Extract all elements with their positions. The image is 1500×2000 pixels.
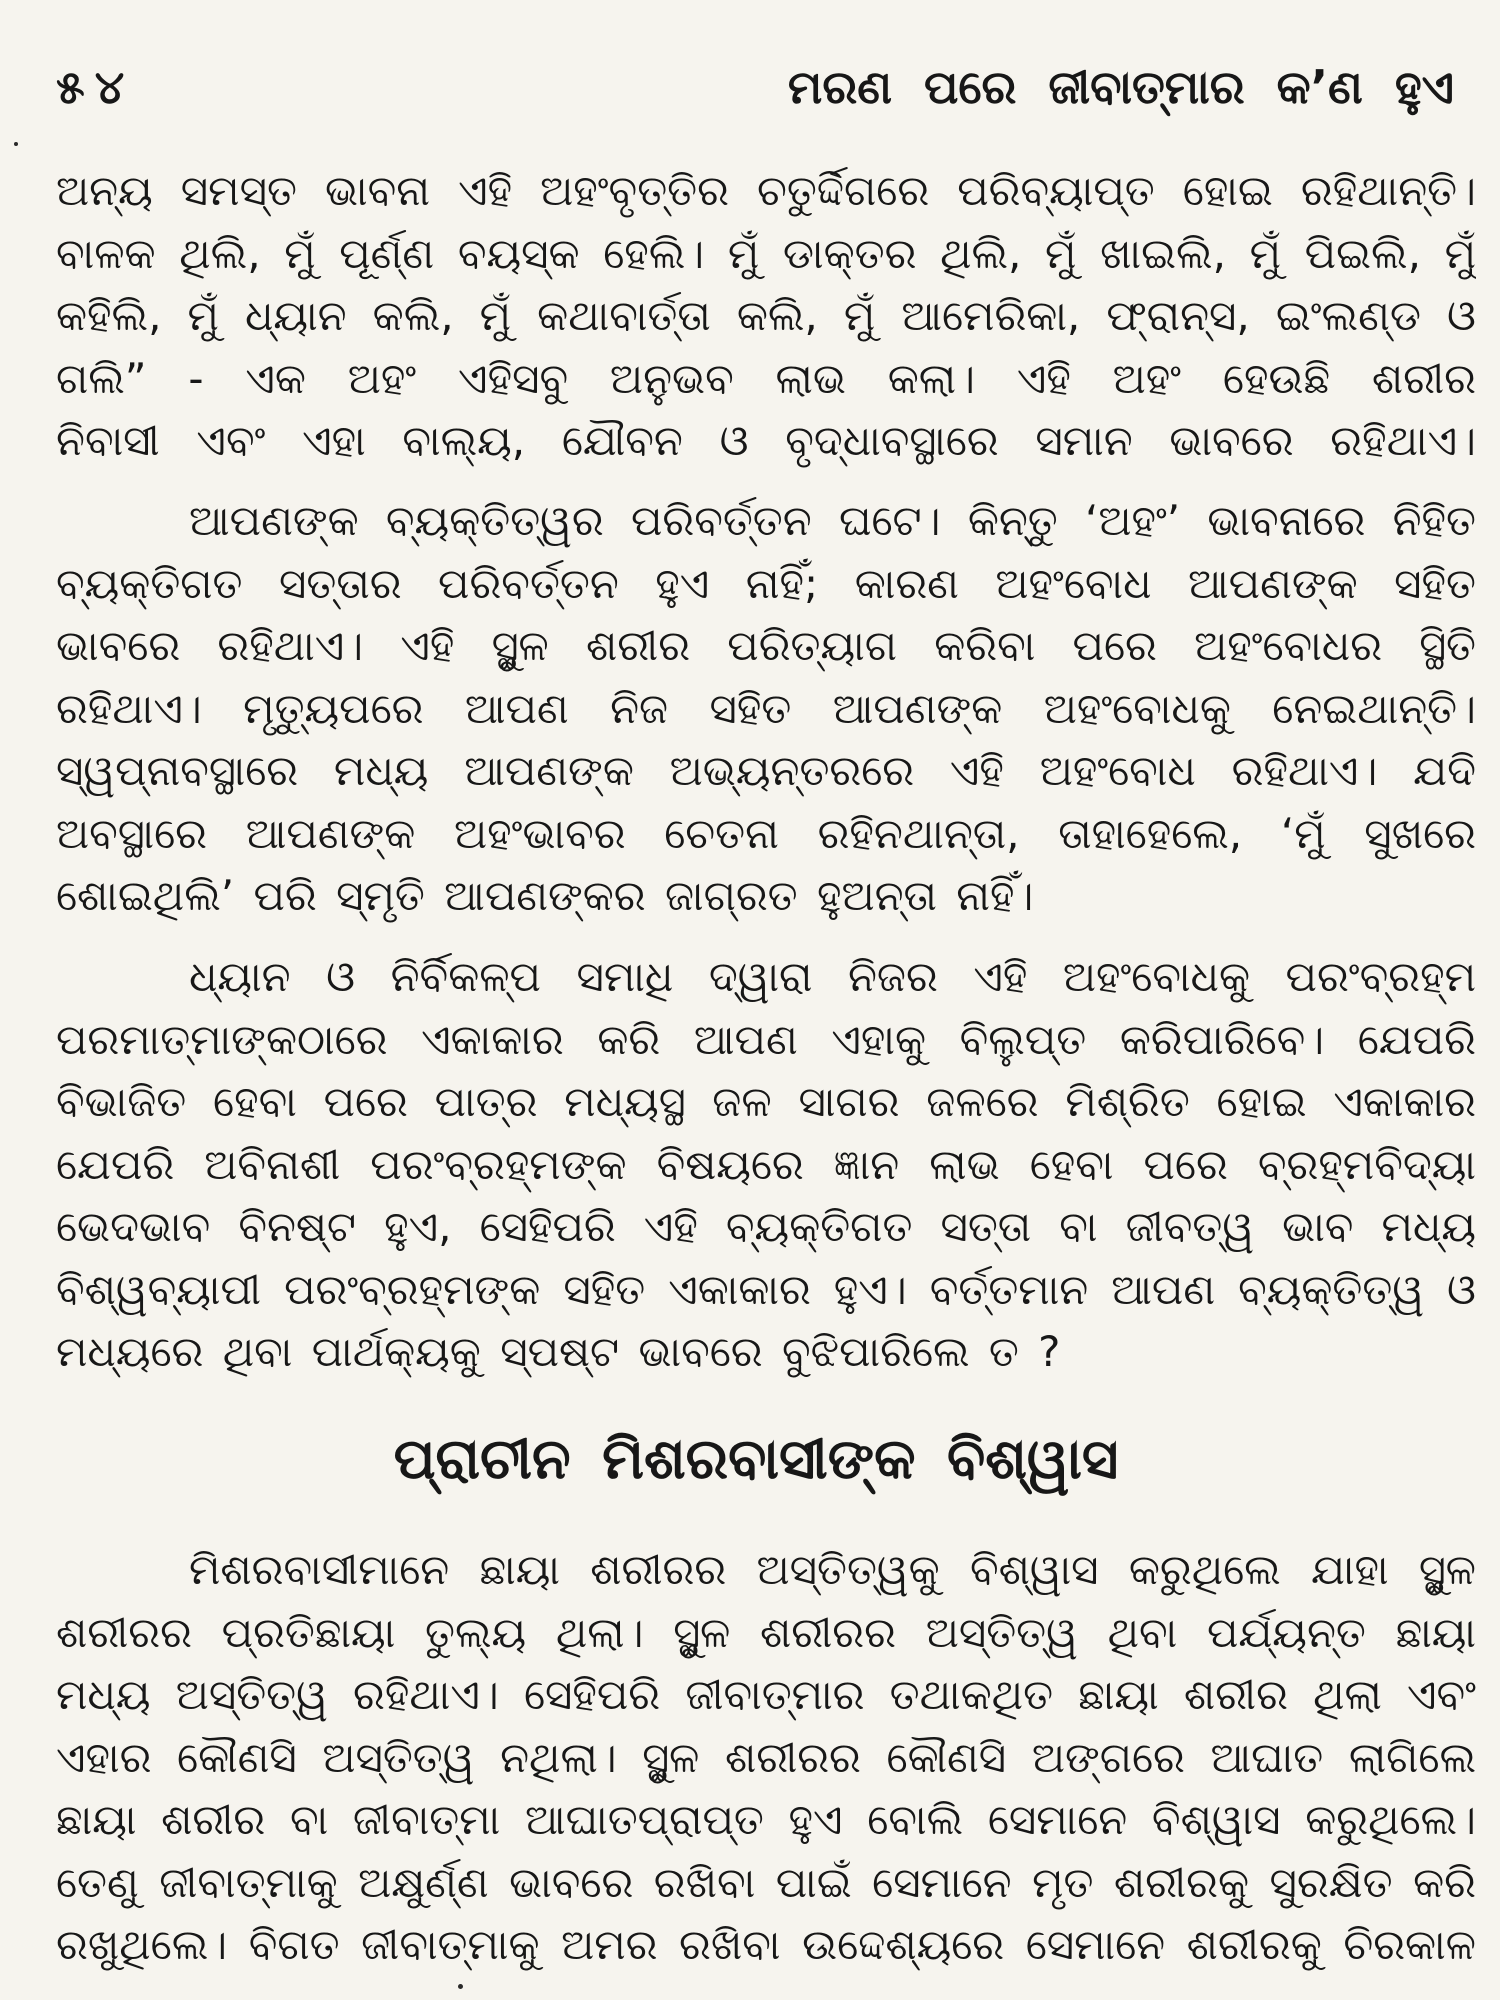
paragraph-line: ଭାବରେ ରହିଥାଏ। ଏହି ସ୍ଥୁଳ ଶରୀର ପରିତ୍ୟାଗ କରିବା ପରେ ଅହଂବୋଧର ସ୍ଥିତି [56,621,1476,670]
paragraph-line: ବାଳକ ଥିଲି, ମୁଁ ପୂର୍ଣ୍ଣ ବୟସ୍କ ହେଲି। ମୁଁ ଡାକ୍ତର ଥିଲି, ମୁଁ ଖାଇଲି, ମୁଁ ପିଇଲି, ମୁଁ [56,228,1476,278]
paragraph-line: ଅବସ୍ଥାରେ ଆପଣଙ୍କ ଅହଂଭାବର ଚେତନା ରହିନଥାନ୍ତା, ତାହାହେଲେ, ‘ମୁଁ ସୁଖରେ [56,808,1476,858]
running-header [56,52,1454,122]
scan-speck [458,1984,463,1989]
paragraph-line: ମିଶରବାସୀମାନେ ଛାୟା ଶରୀରର ଅସ୍ତିତ୍ୱକୁ ବିଶ୍ୱାସ କରୁଥିଲେ ଯାହା ସ୍ଥୁଳ [189,1545,1476,1594]
paragraph-line: ତେଣୁ ଜୀବାତ୍ମାକୁ ଅକ୍ଷୁର୍ଣ୍ଣ ଭାବରେ ରଖିବା ପାଇଁ ସେମାନେ ମୃତ ଶରୀରକୁ ସୁରକ୍ଷିତ କରି [56,1857,1476,1907]
paragraph-line: ଶରୀରର ପ୍ରତିଛାୟା ତୁଲ୍ୟ ଥିଲା। ସ୍ଥୁଳ ଶରୀରର ଅସ୍ତିତ୍ୱ ଥିବା ପର୍ଯ୍ୟନ୍ତ ଛାୟା [56,1607,1476,1657]
paragraph-line: ମଧ୍ୟ ଅସ୍ତିତ୍ୱ ରହିଥାଏ। ସେହିପରି ଜୀବାତ୍ମାର ତଥାକଥିତ ଛାୟା ଶରୀର ଥିଲା ଏବଂ [56,1670,1476,1719]
paragraph-line: ସ୍ୱପ୍ନାବସ୍ଥାରେ ମଧ୍ୟ ଆପଣଙ୍କ ଅଭ୍ୟନ୍ତରରେ ଏହି ଅହଂବୋଧ ରହିଥାଏ। ଯଦି [56,746,1476,795]
page-number: ୫୪ [56,60,135,114]
paragraph-line: ବ୍ୟକ୍ତିଗତ ସତ୍ତାର ପରିବର୍ତ୍ତନ ହୁଏ ନାହିଁ; କାରଣ ଅହଂବୋଧ ଆପଣଙ୍କ ସହିତ [56,558,1476,608]
paragraph-line: ବିଶ୍ୱବ୍ୟାପୀ ପରଂବ୍ରହ୍ମଙ୍କ ସହିତ ଏକାକାର ହୁଏ। ବର୍ତ୍ତମାନ ଆପଣ ବ୍ୟକ୍ତିତ୍ୱ ଓ [56,1264,1476,1314]
paragraph-line: ଶୋଇଥିଲି’ ପରି ସ୍ମୃତି ଆପଣଙ୍କର ଜାଗ୍ରତ ହୁଅନ୍ତା ନାହିଁ। [56,871,1034,920]
paragraph-line: ନିବାସୀ ଏବଂ ଏହା ବାଲ୍ୟ, ଯୌବନ ଓ ବୃଦ୍ଧାବସ୍ଥାରେ ସମାନ ଭାବରେ ରହିଥାଏ। [56,416,1476,465]
paragraph-3 [56,946,1476,1384]
paragraph-line: ଏହାର କୌଣସି ଅସ୍ତିତ୍ୱ ନଥିଲା। ସ୍ଥୁଳ ଶରୀରର କୌଣସି ଅଙ୍ଗରେ ଆଘାତ ଲାଗିଲେ [56,1732,1476,1782]
section-heading: ପ୍ରାଚୀନ ମିଶରବାସୀଙ୍କ ବିଶ୍ୱାସ [393,1427,1119,1492]
running-title: ମରଣ ପରେ ଜୀବାତ୍ମାର କ’ଣ ହୁଏ [787,60,1454,114]
paragraph-line: କହିଲି, ମୁଁ ଧ୍ୟାନ କଲି, ମୁଁ କଥାବାର୍ତ୍ତା କଲି, ମୁଁ ଆମେରିକା, ଫ୍ରାନ୍‌ସ, ଇଂଲଣ୍ଡ ଓ [56,291,1476,340]
paragraph-line: ଆପଣଙ୍କ ବ୍ୟକ୍ତିତ୍ୱର ପରିବର୍ତ୍ତନ ଘଟେ। କିନ୍ତୁ ‘ଅହଂ’ ଭାବନାରେ ନିହିତ [189,496,1476,545]
paragraph-line: ରଖୁଥିଲେ। ବିଗତ ଜୀବାତ୍ମାକୁ ଅମର ରଖିବା ଉଦ୍ଦେଶ୍ୟରେ ସେମାନେ ଶରୀରକୁ ଚିରକାଳ [56,1920,1476,1969]
paragraph-2 [56,490,1476,928]
paragraph-line: ଯେପରି ଅବିନାଶୀ ପରଂବ୍ରହ୍ମଙ୍କ ବିଷୟରେ ଜ୍ଞାନ ଲାଭ ହେବା ପରେ ବ୍ରହ୍ମବିଦ୍ୟା [56,1139,1476,1189]
paragraph-line: ରହିଥାଏ। ମୃତ୍ୟୁପରେ ଆପଣ ନିଜ ସହିତ ଆପଣଙ୍କ ଅହଂବୋଧକୁ ନେଇଥାନ୍ତି। [56,683,1476,733]
paragraph-line: ଧ୍ୟାନ ଓ ନିର୍ବିକଳ୍ପ ସମାଧି ଦ୍ୱାରା ନିଜର ଏହି ଅହଂବୋଧକୁ ପରଂବ୍ରହ୍ମ [189,952,1476,1001]
paragraph-line: ଗଲି” - ଏକ ଅହଂ ଏହିସବୁ ଅନୁଭବ ଲାଭ କଲା। ଏହି ଅହଂ ହେଉଛି ଶରୀର [56,353,1476,403]
scan-speck [14,142,18,146]
paragraph-line: ପରମାତ୍ମାଙ୍କଠାରେ ଏକାକାର କରି ଆପଣ ଏହାକୁ ବିଲୁପ୍ତ କରିପାରିବେ। ଯେପରି [56,1014,1476,1064]
paragraph-1 [56,160,1476,473]
paragraph-line: ଅନ୍ୟ ସମସ୍ତ ଭାବନା ଏହି ଅହଂବୃତ୍ତିର ଚତୁର୍ଦ୍ଦିଗରେ ପରିବ୍ୟାପ୍ତ ହୋଇ ରହିଥାନ୍ତି। [56,166,1476,215]
paragraph-line: ମଧ୍ୟରେ ଥିବା ପାର୍ଥକ୍ୟକୁ ସ୍ପଷ୍ଟ ଭାବରେ ବୁଝିପାରିଲେ ତ ? [56,1327,1061,1376]
paragraph-line: ବିଭାଜିତ ହେବା ପରେ ପାତ୍ର ମଧ୍ୟସ୍ଥ ଜଳ ସାଗର ଜଳରେ ମିଶ୍ରିତ ହୋଇ ଏକାକାର [56,1077,1476,1126]
paragraph-4 [56,1539,1476,1977]
paragraph-line: ଭେଦଭାବ ବିନଷ୍ଟ ହୁଏ, ସେହିପରି ଏହି ବ୍ୟକ୍ତିଗତ ସତ୍ତା ବା ଜୀବତ୍ୱ ଭାବ ମଧ୍ୟ [56,1202,1476,1251]
paragraph-line: ଛାୟା ଶରୀର ବା ଜୀବାତ୍ମା ଆଘାତପ୍ରାପ୍ତ ହୁଏ ବୋଲି ସେମାନେ ବିଶ୍ୱାସ କରୁଥିଲେ। [56,1795,1476,1844]
